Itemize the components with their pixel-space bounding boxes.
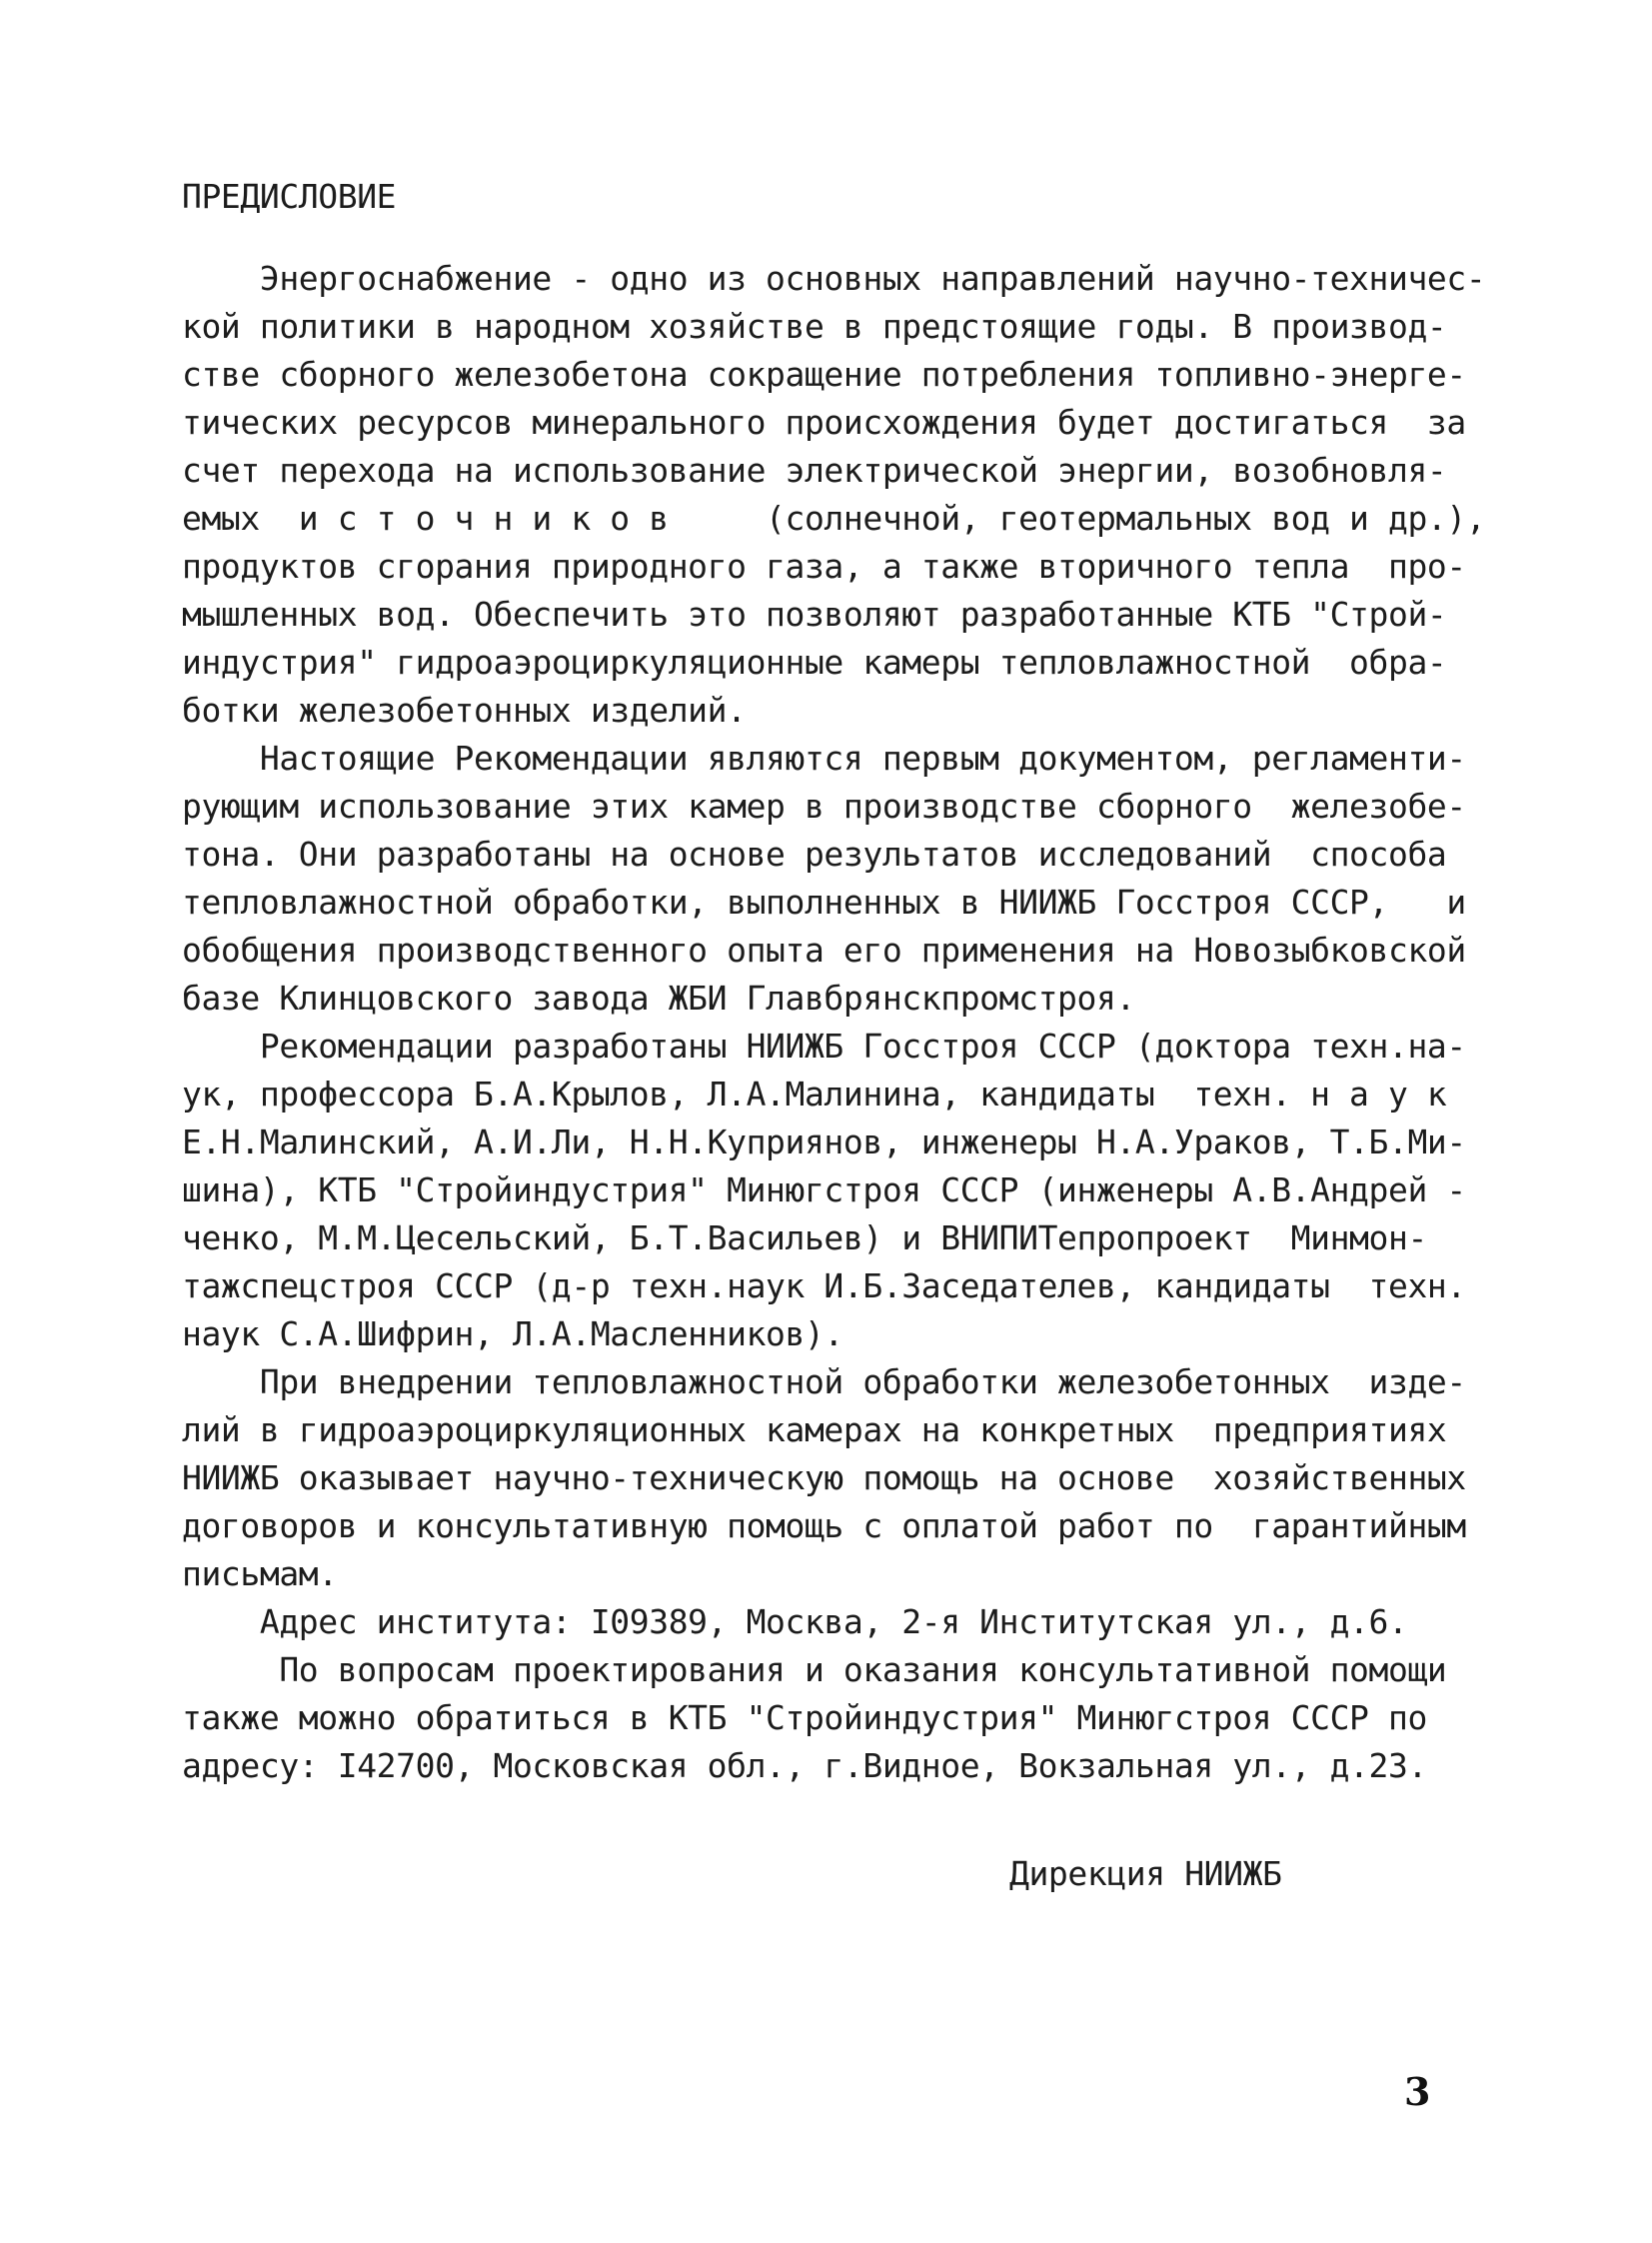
text-line: Энергоснабжение - одно из основных направлений научно-техничес- [182,259,1486,298]
text-line: По вопросам проектирования и оказания консультативной помощи [182,1650,1447,1689]
text-line: ук, профессора Б.А.Крылов, Л.А.Малинина, кандидаты техн. н а у к [182,1075,1447,1114]
text-line: счет перехода на использование электрической энергии, возобновля- [182,451,1447,490]
text-line: шина), КТБ "Стройиндустрия" Минюгстроя СССР (инженеры А.В.Андрей - [182,1170,1466,1209]
text-line: Рекомендации разработаны НИИЖБ Госстроя СССР (доктора техн.на- [182,1027,1466,1066]
text-line: Е.Н.Малинский, А.И.Ли, Н.Н.Куприянов, инженеры Н.А.Ураков, Т.Б.Ми- [182,1122,1466,1161]
text-line: наук С.А.Шифрин, Л.А.Масленников). [182,1314,843,1353]
text-line: обобщения производственного опыта его применения на Новозыбковской [182,931,1466,970]
text-line: кой политики в народном хозяйстве в предстоящие годы. В производ- [182,307,1447,346]
text-line: ботки железобетонных изделий. [182,691,747,730]
text-line: НИИЖБ оказывает научно-техническую помощь на основе хозяйственных [182,1458,1466,1497]
text-line: емых и с т о ч н и к о в (солнечной, геотермальных вод и др.), [182,499,1486,538]
text-line: тепловлажностной обработки, выполненных в НИИЖБ Госстроя СССР, и [182,883,1466,922]
text-line: Настоящие Рекомендации являются первым документом, регламенти- [182,739,1466,778]
text-line: адресу: I42700, Московская обл., г.Видное, Вокзальная ул., д.23. [182,1746,1427,1785]
signature: Дирекция НИИЖБ [1009,1854,1282,1893]
text-line: тических ресурсов минерального происхождения будет достигаться за [182,403,1466,442]
text-line: тона. Они разработаны на основе результатов исследований способа [182,835,1447,874]
text-line: лий в гидроаэроциркуляционных камерах на конкретных предприятиях [182,1410,1447,1449]
text-line: ченко, М.М.Цесельский, Б.Т.Васильев) и ВНИПИТепропроект Минмон- [182,1218,1427,1257]
text-line: договоров и консультативную помощь с оплатой работ по гарантийным [182,1506,1466,1545]
text-line: Адрес института: I09389, Москва, 2-я Институтская ул., д.6. [182,1602,1408,1641]
preface-heading: ПРЕДИСЛОВИЕ [182,177,397,216]
text-line: письмам. [182,1554,338,1593]
page-number: 3 [1404,2069,1431,2114]
text-line: индустрия" гидроаэроциркуляционные камеры тепловлажностной обра- [182,643,1447,682]
text-line: тажспецстроя СССР (д-р техн.наук И.Б.Заседателев, кандидаты техн. [182,1266,1466,1305]
text-line: мышленных вод. Обеспечить это позволяют разработанные КТБ "Строй- [182,595,1447,634]
text-line: стве сборного железобетона сокращение потребления топливно-энерге- [182,355,1466,394]
text-line: При внедрении тепловлажностной обработки железобетонных изде- [182,1362,1466,1401]
text-line: также можно обратиться в КТБ "Стройиндустрия" Минюгстроя СССР по [182,1698,1427,1737]
text-line: продуктов сгорания природного газа, а также вторичного тепла про- [182,547,1466,586]
text-line: рующим использование этих камер в производстве сборного железобе- [182,787,1466,826]
text-line: базе Клинцовского завода ЖБИ Главбрянскпромстроя. [182,979,1135,1018]
